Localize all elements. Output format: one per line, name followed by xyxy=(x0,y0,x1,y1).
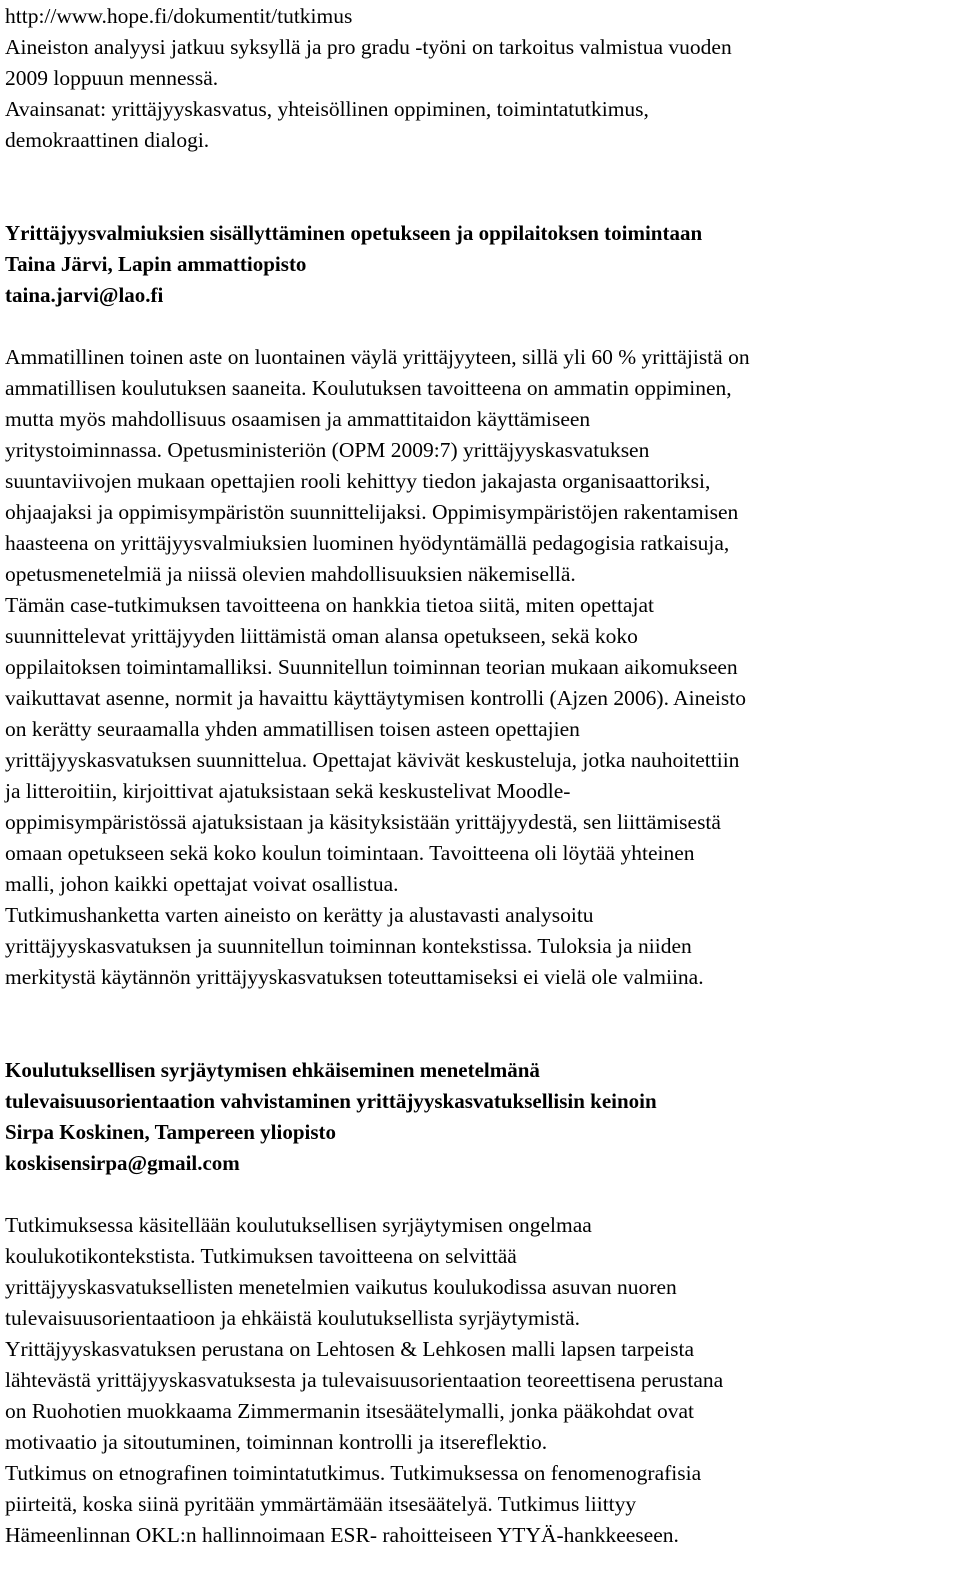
text-line: mutta myös mahdollisuus osaamisen ja ammattitaidon käyttämiseen xyxy=(5,407,591,431)
text-line: yritystoiminnassa. Opetusministeriön (OPM 2009:7) yrittäjyyskasvatuksen xyxy=(5,438,650,462)
text-line: yrittäjyyskasvatuksen ja suunnitellun toiminnan kontekstissa. Tuloksia ja niiden xyxy=(5,934,692,958)
text-line: malli, johon kaikki opettajat voivat osallistua. xyxy=(5,872,399,896)
text-line: on Ruohotien muokkaama Zimmermanin itsesäätelymalli, jonka pääkohdat ovat xyxy=(5,1399,695,1423)
text-line: opetusmenetelmiä ja niissä olevien mahdollisuuksien näkemisellä. xyxy=(5,562,576,586)
text-line: lähtevästä yrittäjyyskasvatuksesta ja tulevaisuusorientaation teoreettisena perustana xyxy=(5,1368,724,1392)
text-line: haasteena on yrittäjyysvalmiuksien luominen hyödyntämällä pedagogisia ratkaisuja, xyxy=(5,531,730,555)
text-line: Hämeenlinnan OKL:n hallinnoimaan ESR- rahoitteiseen YTYÄ-hankkeeseen. xyxy=(5,1523,679,1547)
text-line: demokraattinen dialogi. xyxy=(5,128,210,152)
text-line: Yrittäjyyskasvatuksen perustana on Lehtosen & Lehkosen malli lapsen tarpeista xyxy=(5,1337,695,1361)
heading-line: Yrittäjyysvalmiuksien sisällyttäminen opetukseen ja oppilaitoksen toimintaan xyxy=(5,221,703,245)
text-line: ammatillisen koulutuksen saaneita. Koulutuksen tavoitteena on ammatin oppiminen, xyxy=(5,376,732,400)
text-line: oppimisympäristössä ajatuksistaan ja käsityksistään yrittäjyydestä, sen liittämisestä xyxy=(5,810,721,834)
text-line: http://www.hope.fi/dokumentit/tutkimus xyxy=(5,4,353,28)
text-line: ja litteroitiin, kirjoittivat ajatuksistaan sekä keskustelivat Moodle- xyxy=(5,779,571,803)
text-line: oppilaitoksen toimintamalliksi. Suunnitellun toiminnan teorian mukaan aikomukseen xyxy=(5,655,738,679)
text-line: tulevaisuusorientaatioon ja ehkäistä koulutuksellista syrjäytymistä. xyxy=(5,1306,581,1330)
text-line: Ammatillinen toinen aste on luontainen väylä yrittäjyyteen, sillä yli 60 % yrittäjistä on xyxy=(5,345,750,369)
text-line: koulukotikontekstista. Tutkimuksen tavoitteena on selvittää xyxy=(5,1244,517,1268)
text-line: piirteitä, koska siinä pyritään ymmärtämään itsesäätelyä. Tutkimus liittyy xyxy=(5,1492,637,1516)
text-line: vaikuttavat asenne, normit ja havaittu käyttäytymisen kontrolli (Ajzen 2006). Aineisto xyxy=(5,686,746,710)
heading-line: tulevaisuusorientaation vahvistaminen yrittäjyyskasvatuksellisin keinoin xyxy=(5,1089,657,1113)
text-line: Aineiston analyysi jatkuu syksyllä ja pro gradu -työni on tarkoitus valmistua vuoden xyxy=(5,35,732,59)
text-line: omaan opetukseen sekä koko koulun toimintaan. Tavoitteena oli löytää yhteinen xyxy=(5,841,695,865)
text-line: Avainsanat: yrittäjyyskasvatus, yhteisöllinen oppiminen, toimintatutkimus, xyxy=(5,97,649,121)
text-line: suunnittelevat yrittäjyyden liittämistä oman alansa opetukseen, sekä koko xyxy=(5,624,638,648)
text-line: motivaatio ja sitoutuminen, toiminnan kontrolli ja itsereflektio. xyxy=(5,1430,548,1454)
text-line: Tutkimuksessa käsitellään koulutuksellisen syrjäytymisen ongelmaa xyxy=(5,1213,592,1237)
heading-line: Koulutuksellisen syrjäytymisen ehkäiseminen menetelmänä xyxy=(5,1058,540,1082)
heading-line: taina.jarvi@lao.fi xyxy=(5,283,164,307)
text-line: suuntaviivojen mukaan opettajien rooli kehittyy tiedon jakajasta organisaattoriksi, xyxy=(5,469,711,493)
text-line: 2009 loppuun mennessä. xyxy=(5,66,219,90)
text-line: Tämän case-tutkimuksen tavoitteena on hankkia tietoa siitä, miten opettajat xyxy=(5,593,654,617)
heading-line: Taina Järvi, Lapin ammattiopisto xyxy=(5,252,307,276)
text-line: yrittäjyyskasvatuksen suunnittelua. Opettajat kävivät keskusteluja, jotka nauhoitettiin xyxy=(5,748,740,772)
text-line: on kerätty seuraamalla yhden ammatillisen toisen asteen opettajien xyxy=(5,717,580,741)
text-line: ohjaajaksi ja oppimisympäristön suunnittelijaksi. Oppimisympäristöjen rakentamisen xyxy=(5,500,739,524)
text-line: yrittäjyyskasvatuksellisten menetelmien vaikutus koulukodissa asuvan nuoren xyxy=(5,1275,677,1299)
text-line: merkitystä käytännön yrittäjyyskasvatuksen toteuttamiseksi ei vielä ole valmiina. xyxy=(5,965,704,989)
heading-line: Sirpa Koskinen, Tampereen yliopisto xyxy=(5,1120,337,1144)
text-line: Tutkimushanketta varten aineisto on kerätty ja alustavasti analysoitu xyxy=(5,903,594,927)
heading-line: koskisensirpa@gmail.com xyxy=(5,1151,240,1175)
text-line: Tutkimus on etnografinen toimintatutkimus. Tutkimuksessa on fenomenografisia xyxy=(5,1461,702,1485)
